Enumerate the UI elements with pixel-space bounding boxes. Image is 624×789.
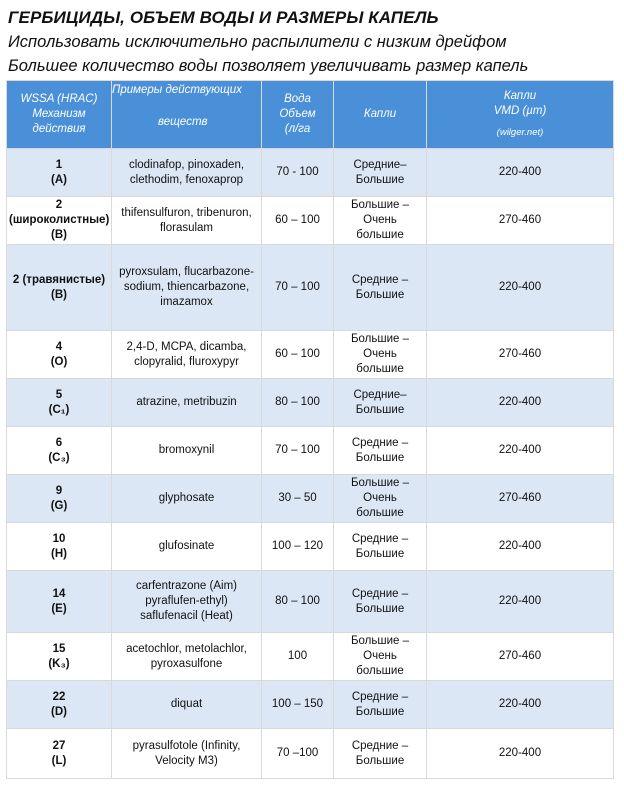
cell-vmd: 220-400 (427, 427, 614, 475)
header-examples: Примеры действующих веществ (112, 81, 262, 149)
cell-droplets: Большие – Очень большие (334, 475, 427, 523)
cell-examples: diquat (112, 681, 262, 729)
header-droplets: Капли (334, 81, 427, 149)
header-volume: Вода Объем (л/га (262, 81, 334, 149)
table-row (7, 633, 614, 681)
cell-droplets: Средние– Большие (334, 379, 427, 427)
cell-examples: pyrasulfotole (Infinity, Velocity M3) (112, 729, 262, 779)
cell-vmd: 270-460 (427, 331, 614, 379)
cell-examples: bromoxynil (112, 427, 262, 475)
cell-moa: 22 (D) (7, 681, 112, 729)
page-title: ГЕРБИЦИДЫ, ОБЪЕМ ВОДЫ И РАЗМЕРЫ КАПЕЛЬ (8, 8, 439, 27)
cell-vmd: 220-400 (427, 245, 614, 331)
cell-volume: 100 – 120 (262, 523, 334, 571)
cell-volume: 70 - 100 (262, 149, 334, 197)
herbicide-table (6, 80, 614, 779)
cell-droplets: Средние – Большие (334, 427, 427, 475)
cell-examples: acetochlor, metolachlor, pyroxasulfone (112, 633, 262, 681)
table-row (7, 245, 614, 331)
cell-moa: 14 (E) (7, 571, 112, 633)
subtitle-nozzles: Использовать исключительно распылители с низким дрейфом (8, 33, 507, 51)
table-row (7, 681, 614, 729)
cell-moa: 15 (K₃) (7, 633, 112, 681)
cell-vmd: 270-460 (427, 633, 614, 681)
cell-moa: 9 (G) (7, 475, 112, 523)
table-row (7, 379, 614, 427)
cell-moa: 5 (C₁) (7, 379, 112, 427)
cell-moa: 2 (широколистные) (B) (7, 197, 112, 245)
cell-vmd: 270-460 (427, 197, 614, 245)
cell-examples: glufosinate (112, 523, 262, 571)
cell-moa: 10 (H) (7, 523, 112, 571)
cell-droplets: Большие – Очень большие (334, 633, 427, 681)
subtitle-water: Большее количество воды позволяет увеличивать размер капель (8, 57, 529, 75)
table-row (7, 523, 614, 571)
table-body (7, 149, 614, 779)
cell-droplets: Большие – Очень большие (334, 197, 427, 245)
cell-examples: pyroxsulam, flucarbazone-sodium, thiencarbazone, imazamox (112, 245, 262, 331)
cell-volume: 80 – 100 (262, 571, 334, 633)
cell-examples: clodinafop, pinoxaden, clethodim, fenoxaprop (112, 149, 262, 197)
cell-moa: 27 (L) (7, 729, 112, 779)
cell-vmd: 220-400 (427, 729, 614, 779)
cell-vmd: 220-400 (427, 523, 614, 571)
cell-droplets: Средние – Большие (334, 523, 427, 571)
table-row (7, 729, 614, 779)
header-vmd: Капли VMD (µm) (wilger.net) (427, 81, 614, 149)
table-row (7, 427, 614, 475)
cell-examples: thifensulfuron, tribenuron, florasulam (112, 197, 262, 245)
cell-volume: 60 – 100 (262, 197, 334, 245)
cell-examples: 2,4-D, MCPA, dicamba, clopyralid, fluroxypyr (112, 331, 262, 379)
cell-volume: 80 – 100 (262, 379, 334, 427)
cell-examples: carfentrazone (Aim) pyraflufen-ethyl) saflufenacil (Heat) (112, 571, 262, 633)
cell-volume: 70 – 100 (262, 427, 334, 475)
table-row (7, 475, 614, 523)
cell-vmd: 220-400 (427, 149, 614, 197)
table-row (7, 571, 614, 633)
cell-vmd: 270-460 (427, 475, 614, 523)
cell-moa: 1 (A) (7, 149, 112, 197)
cell-vmd: 220-400 (427, 379, 614, 427)
cell-droplets: Средние – Большие (334, 729, 427, 779)
cell-examples: glyphosate (112, 475, 262, 523)
cell-moa: 6 (C₃) (7, 427, 112, 475)
cell-volume: 100 – 150 (262, 681, 334, 729)
cell-moa: 2 (травянистые) (B) (7, 245, 112, 331)
cell-volume: 70 – 100 (262, 245, 334, 331)
cell-droplets: Средние – Большие (334, 245, 427, 331)
cell-moa: 4 (O) (7, 331, 112, 379)
table-row (7, 331, 614, 379)
cell-volume: 30 – 50 (262, 475, 334, 523)
cell-examples: atrazine, metribuzin (112, 379, 262, 427)
cell-volume: 70 –100 (262, 729, 334, 779)
cell-droplets: Средние– Большие (334, 149, 427, 197)
cell-vmd: 220-400 (427, 571, 614, 633)
cell-volume: 100 (262, 633, 334, 681)
table-row (7, 149, 614, 197)
cell-droplets: Средние – Большие (334, 681, 427, 729)
cell-droplets: Большие – Очень большие (334, 331, 427, 379)
table-row (7, 197, 614, 245)
header-moa: WSSA (HRAC) Механизм действия (7, 81, 112, 149)
cell-volume: 60 – 100 (262, 331, 334, 379)
cell-droplets: Средние – Большие (334, 571, 427, 633)
cell-vmd: 220-400 (427, 681, 614, 729)
table-header-row (7, 81, 614, 149)
